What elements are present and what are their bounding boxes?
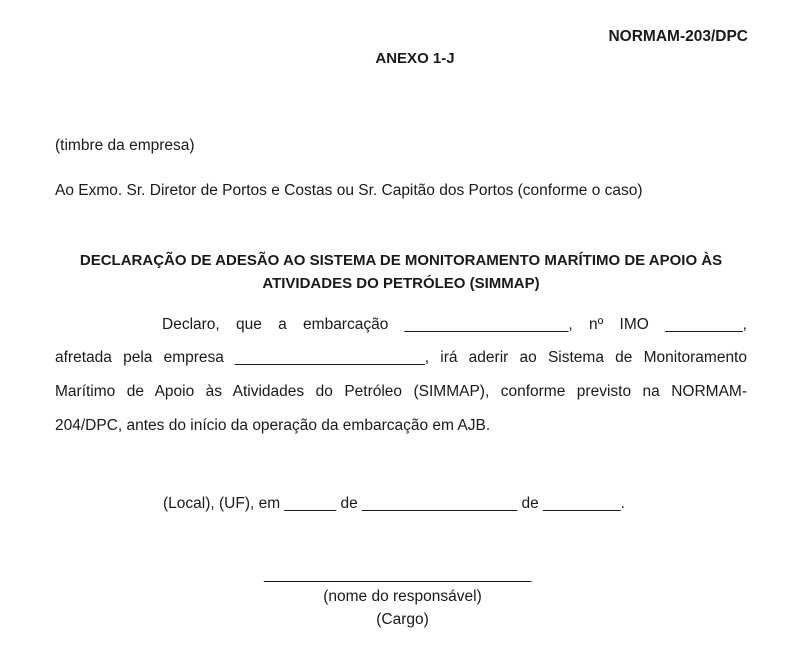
document-code: NORMAM-203/DPC xyxy=(608,28,748,45)
letterhead-placeholder: (timbre da empresa) xyxy=(55,137,195,154)
body-line-2: afretada pela empresa ______________________, irá aderir ao Sistema de Monitoramento xyxy=(55,349,747,366)
body-line-1-text: Declaro, que a embarcação ___________________, nº IMO _________, xyxy=(162,316,747,333)
responsible-role: (Cargo) xyxy=(376,611,429,628)
responsible-name: (nome do responsável) xyxy=(323,588,482,605)
body-line-1 xyxy=(55,316,747,334)
body-line-4: 204/DPC, antes do início da operação da embarcação em AJB. xyxy=(55,417,491,434)
signature-line: _______________________________ xyxy=(264,566,532,583)
declaration-title: DECLARAÇÃO DE ADESÃO AO SISTEMA DE MONITORAMENTO MARÍTIMO DE APOIO ÀS ATIVIDADES DO PETRÓLEO (SIMMAP) xyxy=(79,252,723,292)
addressee-line: Ao Exmo. Sr. Diretor de Portos e Costas ou Sr. Capitão dos Portos (conforme o caso) xyxy=(55,182,643,199)
date-place-line: (Local), (UF), em ______ de __________________ de _________. xyxy=(163,495,625,512)
body-line-3: Marítimo de Apoio às Atividades do Petróleo (SIMMAP), conforme previsto na NORMAM- xyxy=(55,383,747,400)
annex-title: ANEXO 1-J xyxy=(375,50,455,67)
